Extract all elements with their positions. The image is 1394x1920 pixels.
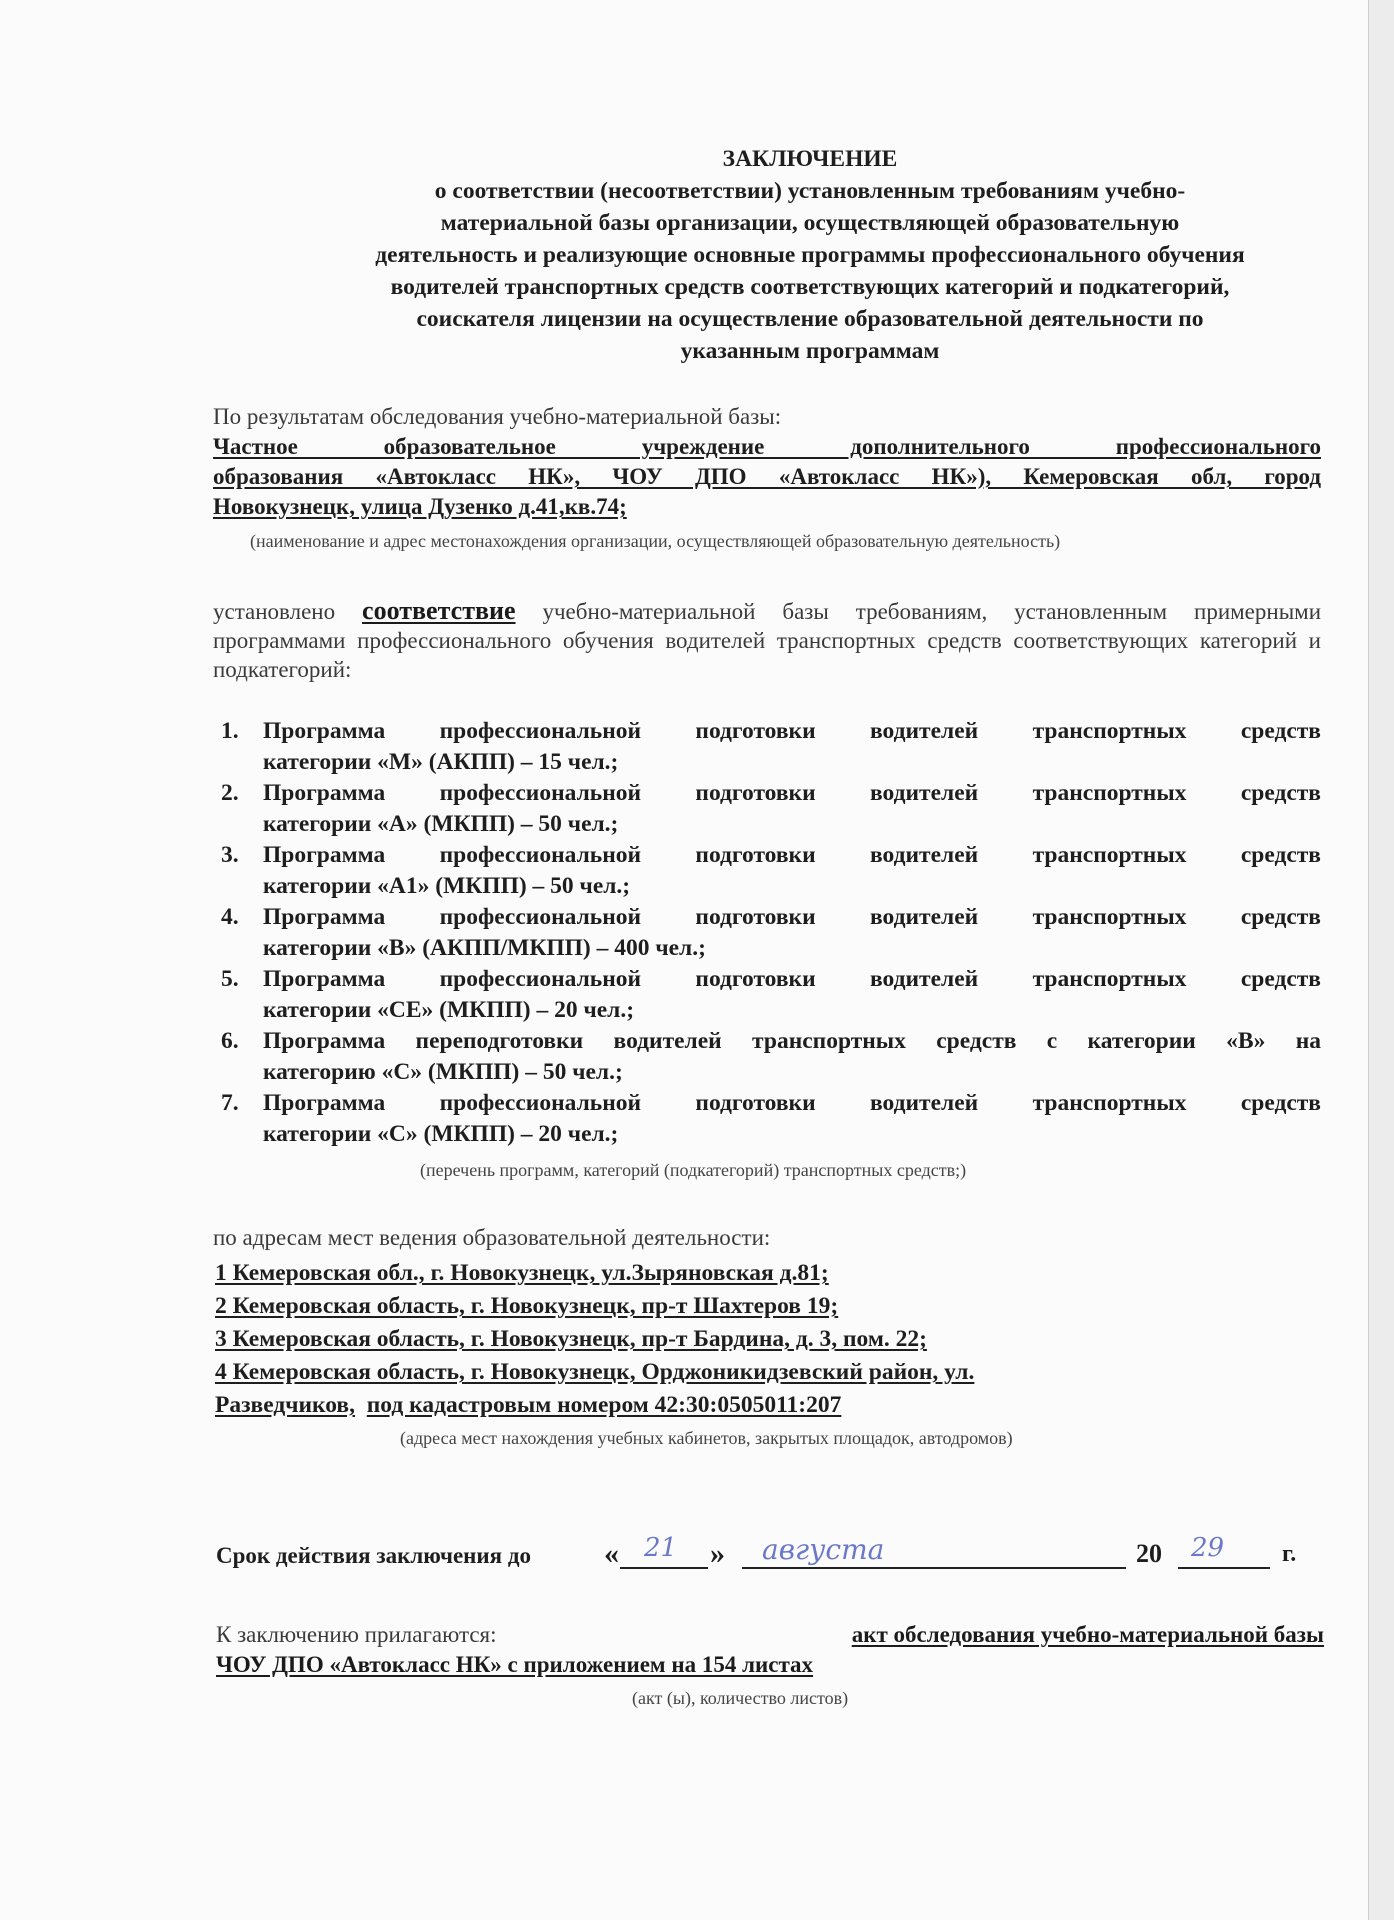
- title-line: соискателя лицензии на осуществление образовательной деятельности по: [416, 306, 1204, 332]
- address-line: 1 Кемеровская обл., г. Новокузнецк, ул.Зыряновская д.81;: [215, 1260, 829, 1286]
- document-title: [280, 143, 1340, 367]
- program-line: категории «В» (АКПП/МКПП) – 400 чел.;: [263, 935, 706, 961]
- program-item: [213, 1026, 1321, 1088]
- organization-line: Частное образовательное учреждение дополнительного профессионального: [213, 434, 1321, 459]
- program-line: категорию «С» (МКПП) – 50 чел.;: [263, 1059, 623, 1085]
- attachment-text: акт обследования учебно-материальной базы: [851, 1622, 1324, 1647]
- program-item: [213, 778, 1321, 840]
- program-number: 4.: [221, 904, 239, 930]
- program-item: [213, 902, 1321, 964]
- program-line: категории «М» (АКПП) – 15 чел.;: [263, 749, 619, 775]
- addresses-list: [215, 1257, 974, 1422]
- program-number: 5.: [221, 966, 239, 992]
- program-number: 1.: [221, 718, 239, 744]
- validity-label: Срок действия заключения до: [216, 1543, 531, 1568]
- programs-list: [213, 716, 1321, 1150]
- year-underline: [1178, 1567, 1270, 1569]
- title-line: деятельность и реализующие основные программы профессионального обучения: [375, 242, 1245, 268]
- finding-prefix: установлено: [213, 599, 336, 624]
- program-line: Программа профессиональной подготовки водителей транспортных средств: [263, 780, 1321, 806]
- program-number: 2.: [221, 780, 239, 806]
- program-number: 7.: [221, 1090, 239, 1116]
- title-line: материальной базы организации, осуществляющей образовательную: [440, 210, 1180, 236]
- program-line: Программа профессиональной подготовки водителей транспортных средств: [263, 904, 1321, 930]
- day-underline: [620, 1567, 708, 1569]
- validity-month: августа: [762, 1533, 885, 1566]
- organization-name: [213, 432, 1321, 522]
- program-line: Программа профессиональной подготовки водителей транспортных средств: [263, 966, 1321, 992]
- open-quote: «: [604, 1537, 619, 1570]
- year-prefix: 20: [1136, 1539, 1162, 1568]
- program-line: категории «СЕ» (МКПП) – 20 чел.;: [263, 997, 635, 1023]
- year-unit: г.: [1282, 1541, 1297, 1567]
- program-item: [213, 964, 1321, 1026]
- program-item: [213, 1088, 1321, 1150]
- title-heading: ЗАКЛЮЧЕНИЕ: [722, 146, 898, 172]
- program-item: [213, 840, 1321, 902]
- program-line: категории «А1» (МКПП) – 50 чел.;: [263, 873, 631, 899]
- addresses-caption: (адреса мест нахождения учебных кабинетов, закрытых площадок, автодромов): [400, 1428, 1013, 1448]
- title-line: водителей транспортных средств соответствующих категорий и подкатегорий,: [390, 274, 1230, 300]
- cadastral-number: под кадастровым номером 42:30:0505011:207: [366, 1392, 842, 1418]
- address-line: 2 Кемеровская область, г. Новокузнецк, пр-т Шахтеров 19;: [215, 1293, 839, 1319]
- program-line: Программа профессиональной подготовки водителей транспортных средств: [263, 718, 1321, 744]
- organization-line: Новокузнецк, улица Дузенко д.41,кв.74;: [213, 494, 627, 519]
- addresses-intro: по адресам мест ведения образовательной деятельности:: [213, 1225, 771, 1250]
- program-number: 3.: [221, 842, 239, 868]
- validity-line: [216, 1533, 1321, 1573]
- programs-caption: (перечень программ, категорий (подкатегорий) транспортных средств;): [420, 1160, 967, 1180]
- attachment-block: [216, 1620, 1324, 1680]
- address-line: Разведчиков,: [215, 1392, 356, 1418]
- attachment-text: ЧОУ ДПО «Автокласс НК» с приложением на 154 листах: [216, 1652, 814, 1677]
- program-line: Программа профессиональной подготовки водителей транспортных средств: [263, 1090, 1321, 1116]
- organization-caption: (наименование и адрес местонахождения организации, осуществляющей образовательную деятельность): [250, 531, 1061, 551]
- title-line: о соответствии (несоответствии) установленным требованиям учебно-: [434, 178, 1186, 204]
- program-line: категории «С» (МКПП) – 20 чел.;: [263, 1121, 619, 1147]
- attachment-label: К заключению прилагаются:: [216, 1622, 497, 1647]
- address-line: 4 Кемеровская область, г. Новокузнецк, Орджоникидзевский район, ул.: [215, 1359, 975, 1385]
- address-line: 3 Кемеровская область, г. Новокузнецк, пр-т Бардина, д. 3, пом. 22;: [215, 1326, 927, 1352]
- validity-year: 29: [1191, 1533, 1225, 1563]
- validity-day: 21: [644, 1533, 678, 1563]
- program-item: [213, 716, 1321, 778]
- month-underline: [742, 1567, 1126, 1569]
- program-number: 6.: [221, 1028, 239, 1054]
- title-line: указанным программам: [680, 338, 940, 364]
- attachment-caption: (акт (ы), количество листов): [632, 1688, 849, 1708]
- program-line: категории «А» (МКПП) – 50 чел.;: [263, 811, 619, 837]
- organization-line: образования «Автокласс НК», ЧОУ ДПО «Автокласс НК»), Кемеровская обл, город: [213, 464, 1321, 489]
- program-line: Программа переподготовки водителей транспортных средств с категории «В» на: [263, 1028, 1321, 1054]
- finding-text: учебно-материальной базы требованиям, установленным примерными программами профессионального обучения водителей транспортных средств соответствующих категорий и подкатегорий:: [213, 599, 1322, 682]
- page-edge: [1368, 0, 1394, 1920]
- survey-intro: По результатам обследования учебно-материальной базы:: [213, 404, 782, 429]
- program-line: Программа профессиональной подготовки водителей транспортных средств: [263, 842, 1321, 868]
- close-quote: »: [710, 1537, 725, 1570]
- finding-paragraph: [213, 596, 1321, 684]
- finding-status: соответствие: [362, 596, 516, 625]
